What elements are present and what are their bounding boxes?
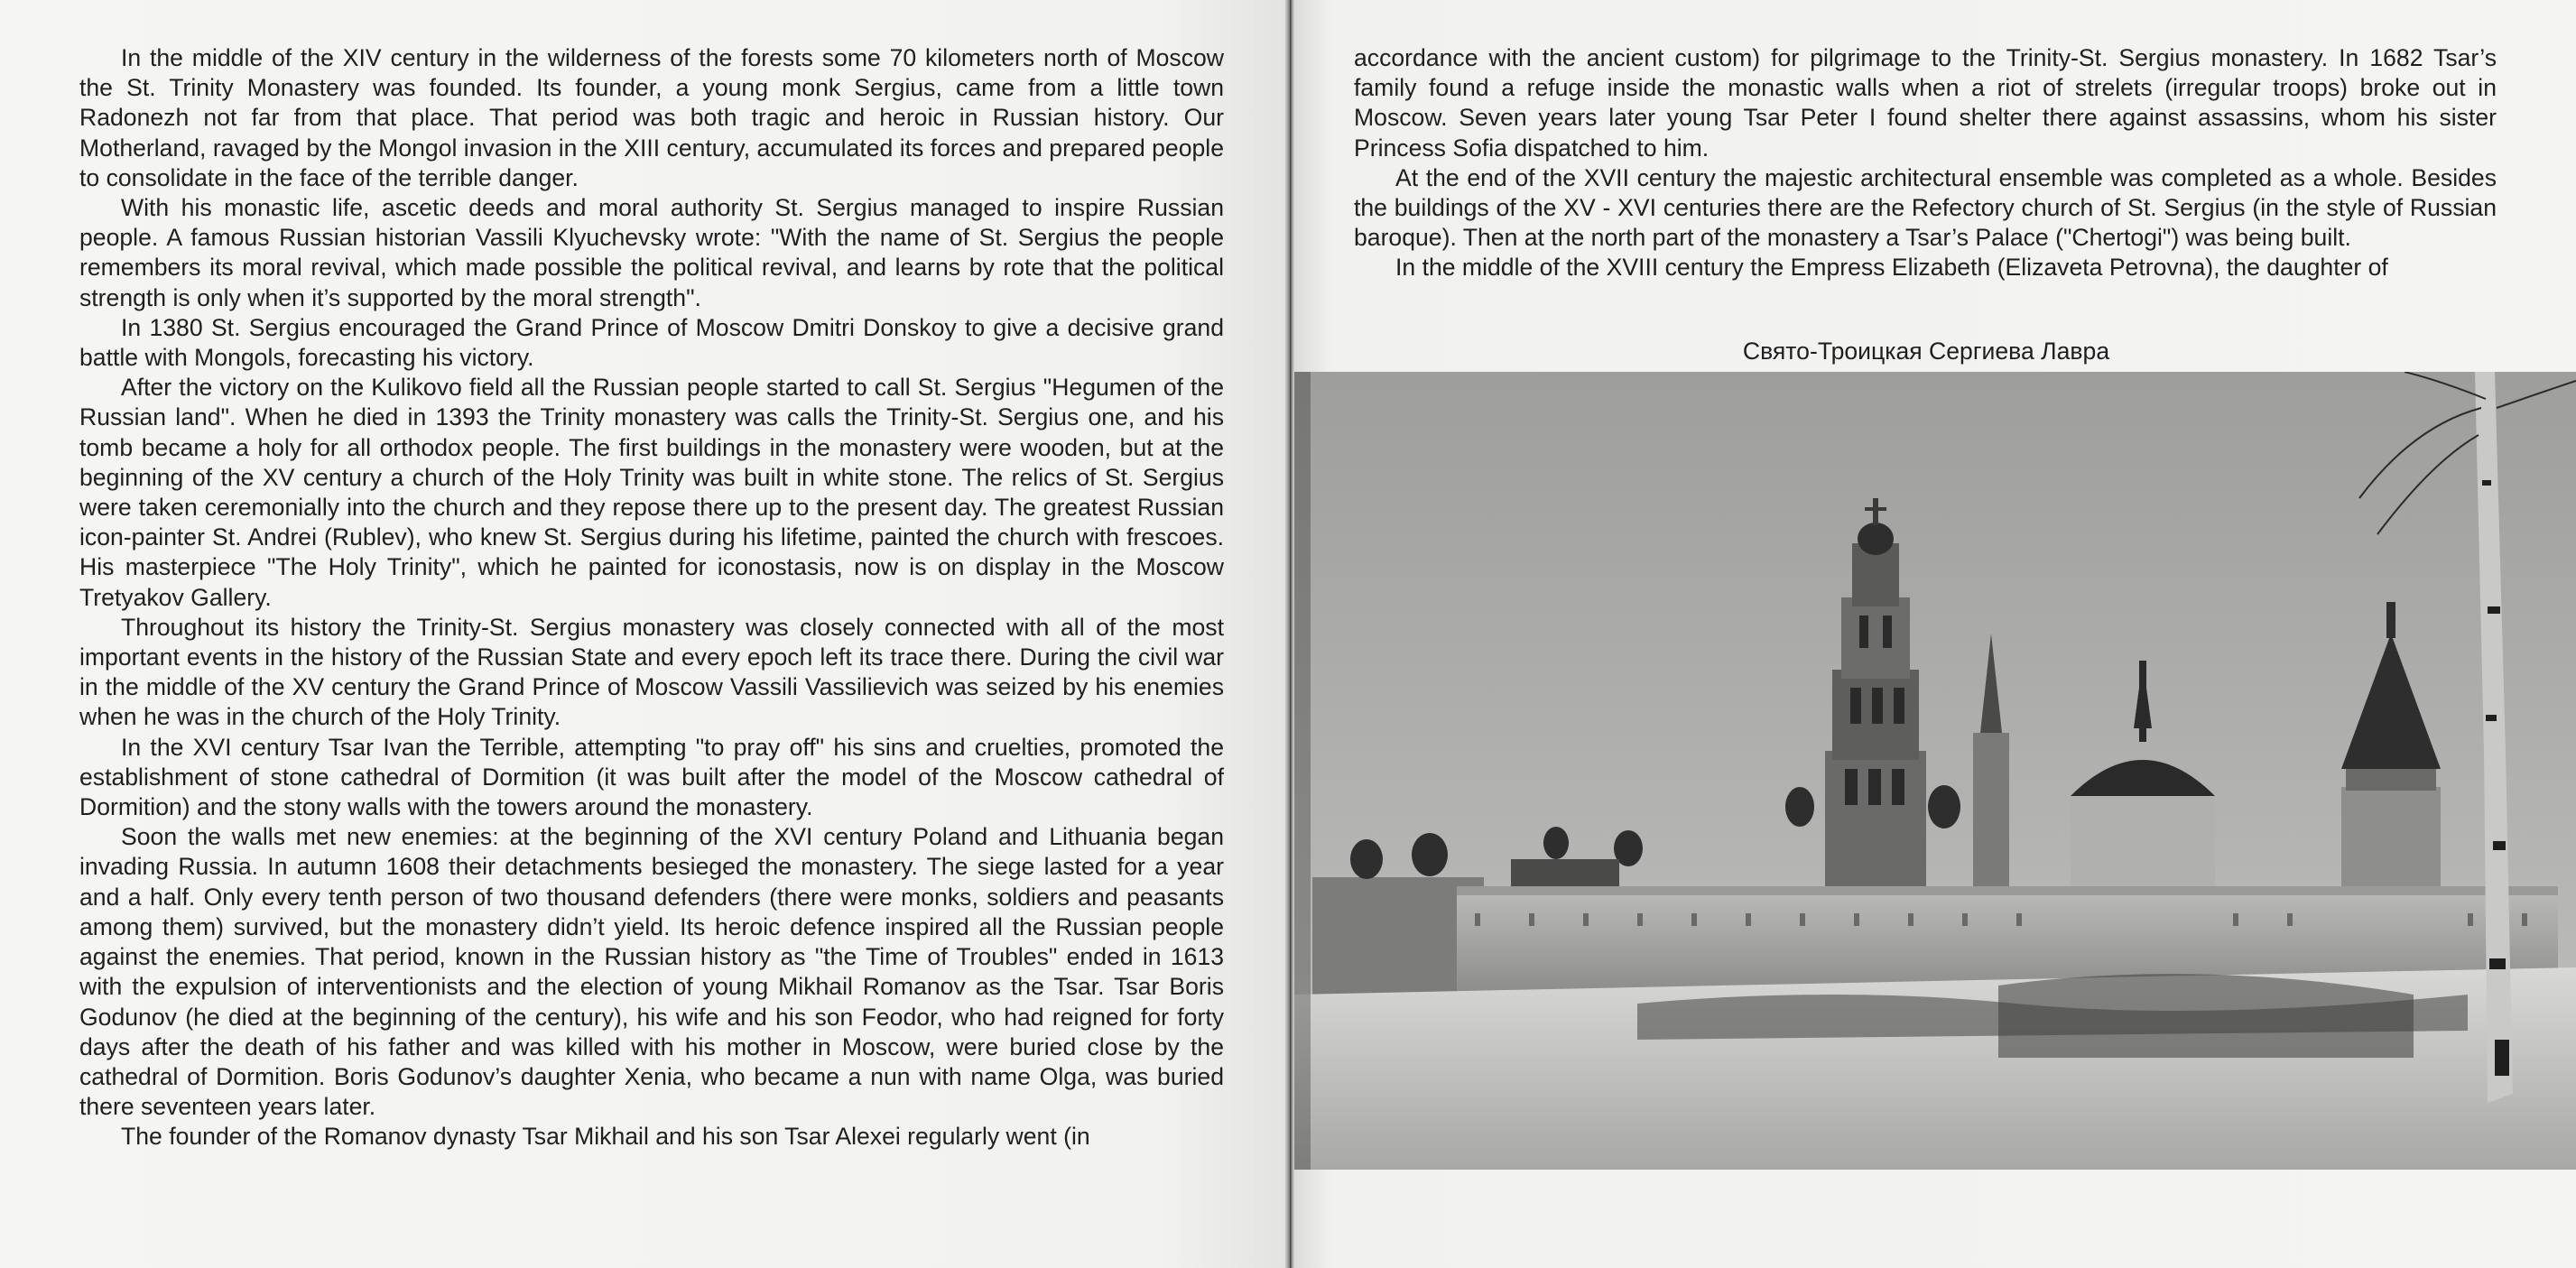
paragraph-continuation: accordance with the ancient custom) for pilgrimage to the Trinity-St. Sergius monastery. In 1682 Tsar’s family found a refuge inside the monastic walls when a riot of strelets (irregular troops) broke out in Moscow. Seven years later young Tsar Peter I found shelter there against assassins, whom his sister Princess Sofia dispatched to him.: [1354, 44, 2497, 162]
right-page-text: [1354, 43, 2497, 283]
paragraph: Throughout its history the Trinity-St. Sergius monastery was closely connected with all of the most important events in the history of the Russian State and every epoch left its trace there. During the civil war in the middle of the XV century the Grand Prince of Moscow Vassili Vassilievich was seized by his enemies when he was in the church of the Holy Trinity.: [79, 613, 1224, 731]
photo-caption: Свято-Троицкая Сергиева Лавра: [1742, 338, 2110, 365]
paragraph: The founder of the Romanov dynasty Tsar Mikhail and his son Tsar Alexei regularly went (in: [121, 1123, 1090, 1151]
book-gutter: [1285, 0, 1294, 1268]
paragraph: At the end of the XVII century the majestic architectural ensemble was completed as a whole. Besides the buildings of the XV - XVI centuries there are the Refectory church of St. Sergius (in the style of Russian baroque). Then at the north part of the monastery a Tsar’s Palace ("Chertogi") was being built.: [1354, 163, 2497, 252]
paragraph: In 1380 St. Sergius encouraged the Grand Prince of Moscow Dmitri Donskoy to give a decisive grand battle with Mongols, forecasting his victory.: [79, 313, 1224, 372]
paragraph: With his monastic life, ascetic deeds and moral authority St. Sergius managed to inspire Russian people. A famous Russian historian Vassili Klyuchevsky wrote: "With the name of St. Sergius the people remembers its moral revival, which made possible the political revival, and learns by rote that the political strength is only when it’s supported by the moral strength".: [79, 194, 1224, 311]
paragraph: Soon the walls met new enemies: at the beginning of the XVI century Poland and Lithuania began invading Russia. In autumn 1608 their detachments besieged the monastery. The siege lasted for a year and a half. Only every tenth person of two thousand defenders (there were monks, soldiers and peasants among them) survived, but the monastery didn’t yield. Its heroic defence inspired all the Russian people against the enemies. That period, known in the Russian history as "the Time of Troubles" ended in 1613 with the expulsion of interventionists and the election of young Mikhail Romanov as the Tsar. Tsar Boris Godunov (he died at the beginning of the century), his wife and his son Feodor, who had reigned for forty days after the death of his father and was killed with his mother in Moscow, were buried close by the cathedral of Dormition. Boris Godunov’s daughter Xenia, who became a nun with name Olga, was buried there seventeen years later.: [79, 823, 1224, 1121]
monastery-photo: [1294, 372, 2576, 1170]
paragraph: In the XVI century Tsar Ivan the Terrible, attempting "to pray off" his sins and cruelties, promoted the establishment of stone cathedral of Dormition (it was built after the model of the Moscow cathedral of Dormition) and the stony walls with the towers around the monastery.: [79, 733, 1224, 821]
paragraph: In the middle of the XIV century in the wilderness of the forests some 70 kilometers north of Moscow the St. Trinity Monastery was founded. Its founder, a young monk Sergius, came from a little town Radonezh not far from that place. That period was both tragic and heroic in Russian history. Our Motherland, ravaged by the Mongol invasion in the XIII century, accumulated its forces and prepared people to consolidate in the face of the terrible danger.: [79, 44, 1224, 191]
paragraph: In the middle of the XVIII century the Empress Elizabeth (Elizaveta Petrovna), the daughter of: [1395, 254, 2388, 282]
paragraph: After the victory on the Kulikovo field all the Russian people started to call St. Sergius "Hegumen of the Russian land". When he died in 1393 the Trinity monastery was calls the Trinity-St. Sergius one, and his tomb became a holy for all orthodox people. The first buildings in the monastery were wooden, but at the beginning of the XV century a church of the Holy Trinity was built in white stone. The relics of St. Sergius were taken ceremonially into the church and they repose there up to the present day. The greatest Russian icon-painter St. Andrei (Rublev), who knew St. Sergius during his lifetime, painted the church with frescoes. His masterpiece "The Holy Trinity", which he painted for iconostasis, now is on display in the Moscow Tretyakov Gallery.: [79, 374, 1224, 611]
left-page-text: [79, 43, 1224, 1152]
